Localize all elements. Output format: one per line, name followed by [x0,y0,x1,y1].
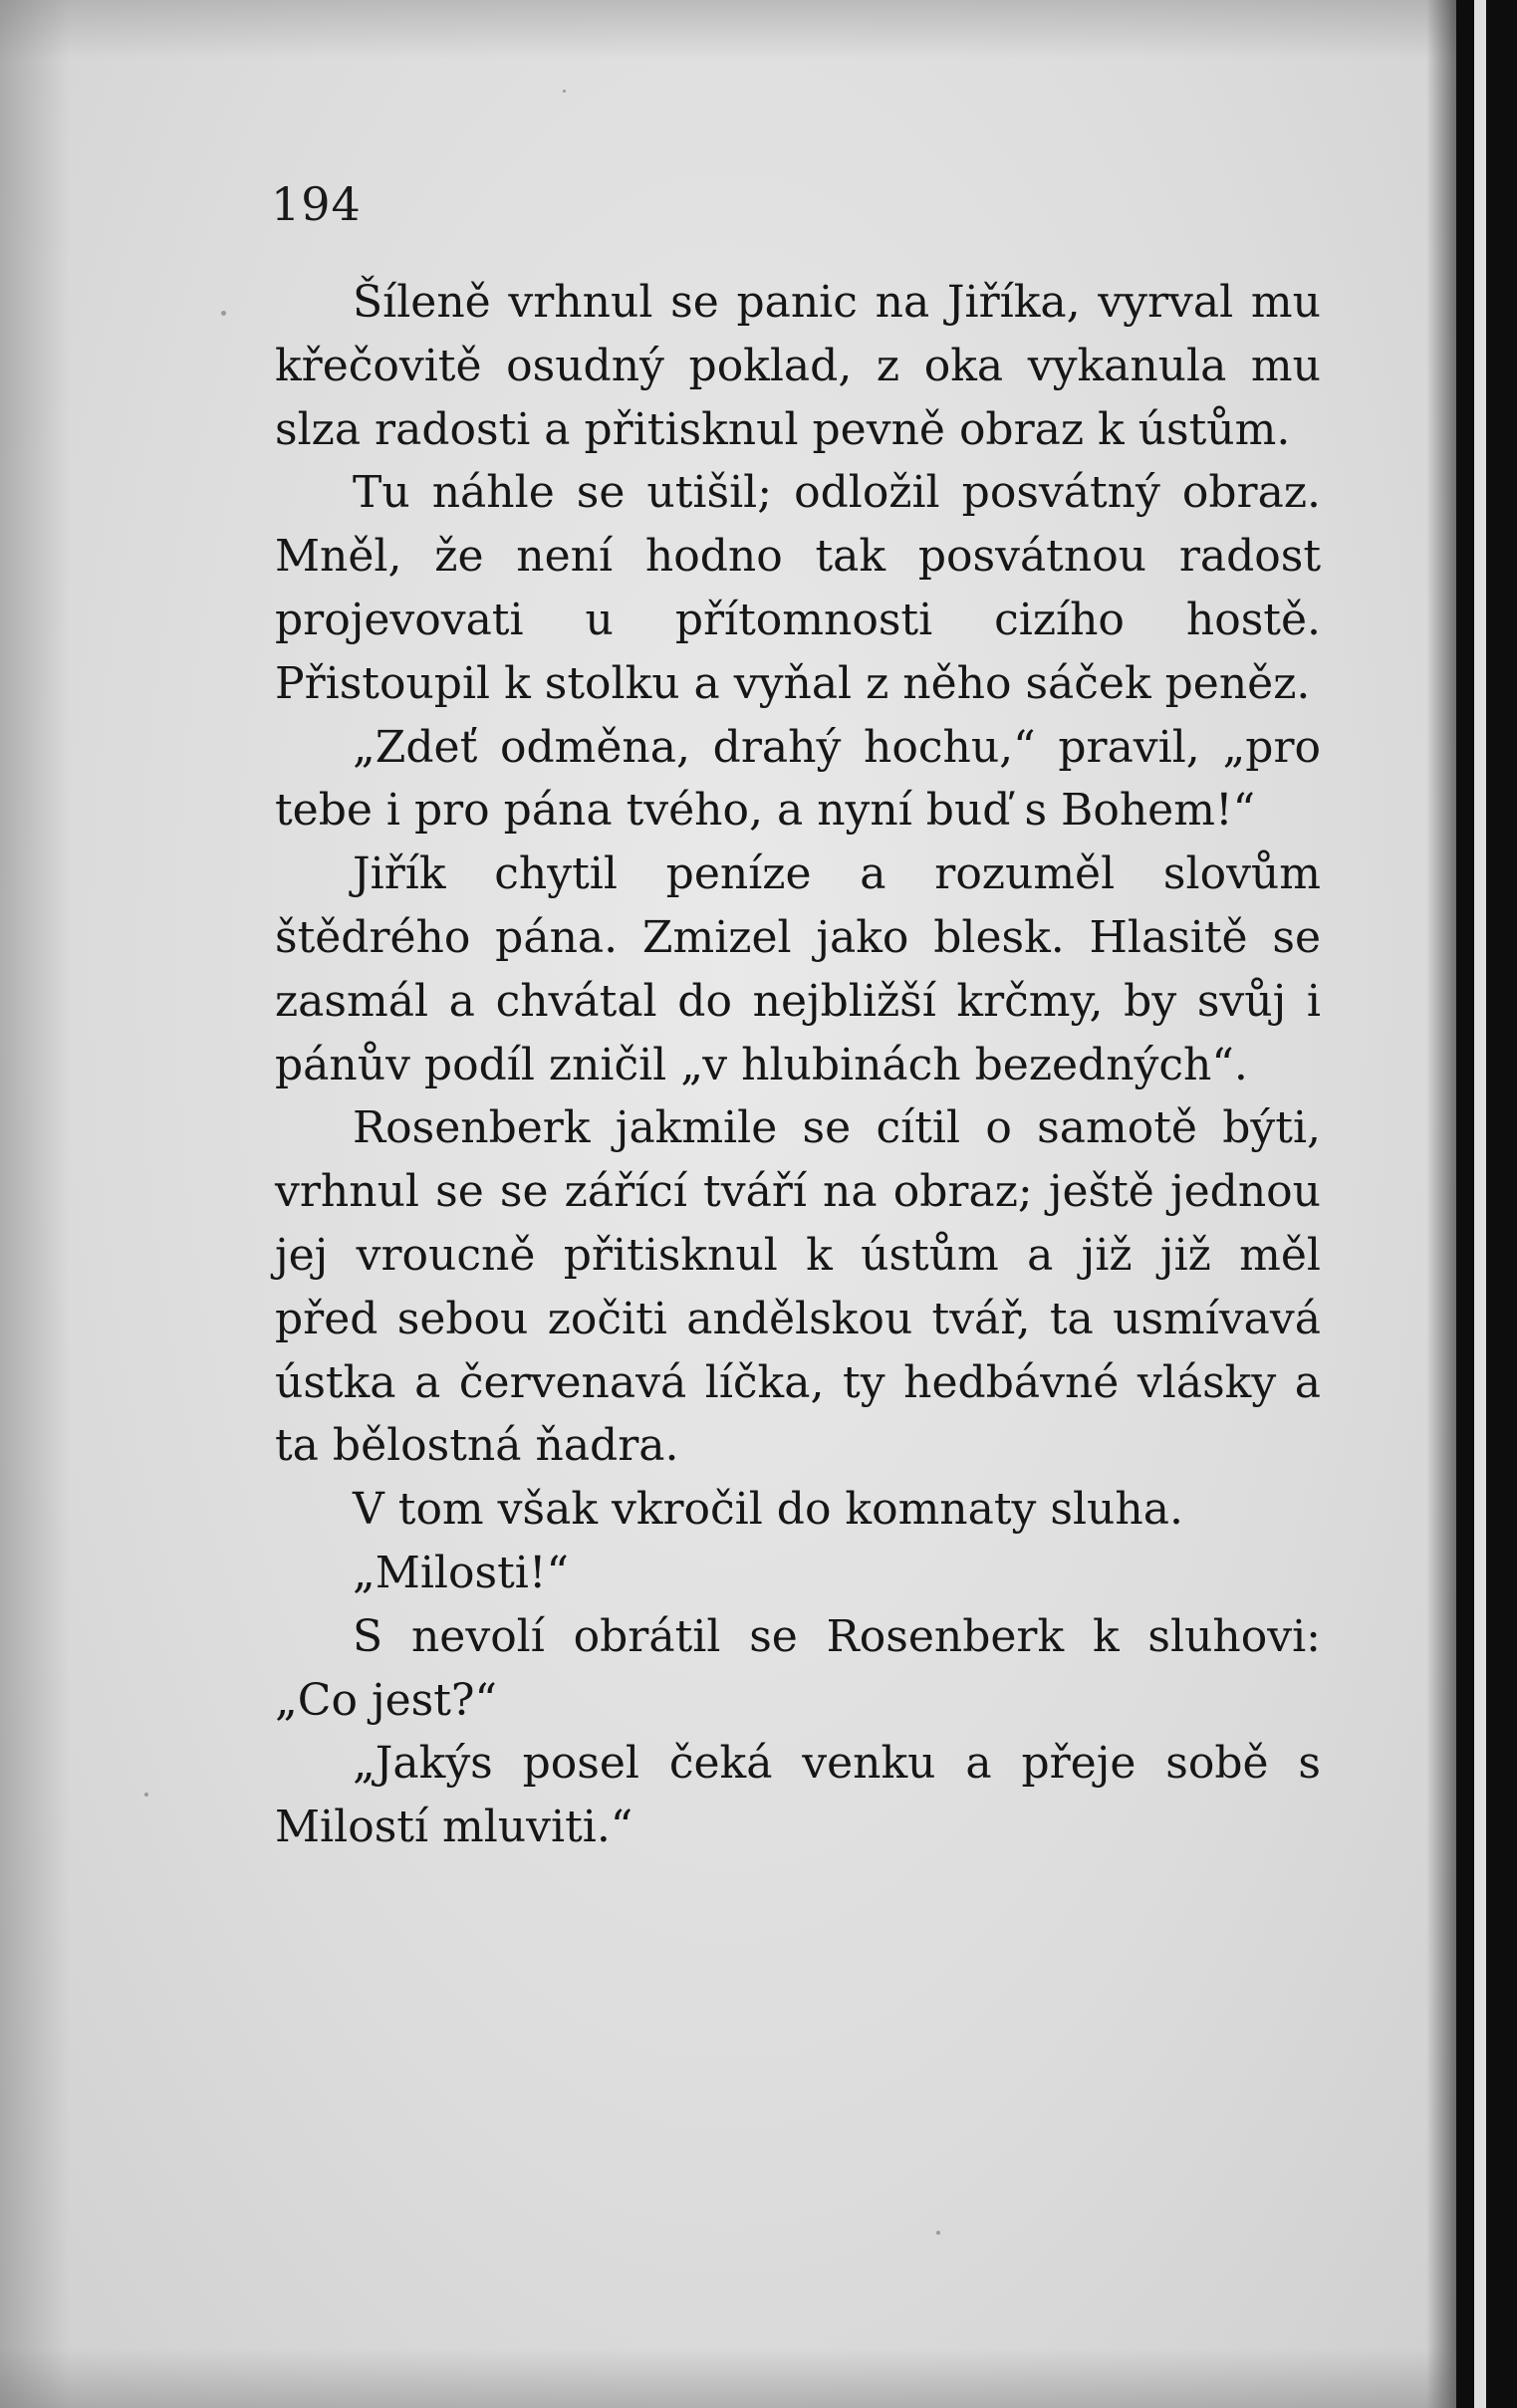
page-shadow-right [1426,0,1456,2408]
page-shadow-bottom [0,2348,1456,2408]
paragraph: S nevolí obrátil se Rosenberk k sluhovi: „Co jest?“ [275,1610,1321,1726]
paragraph: Jiřík chytil peníze a rozuměl slovům štědrého pána. Zmizel jako blesk. Hlasitě se zasmál a chvátal do nejbližší krčmy, by svůj i pánův podíl zničil „v hlubinách bezedných“. [275,848,1321,1090]
page-shadow-left [0,0,70,2408]
paper-speck [144,1793,148,1797]
paragraph: „Zdeť odměna, drahý hochu,“ pravil, „pro tebe i pro pána tvého, a nyní buď s Bohem!“ [275,721,1321,837]
paragraph: V tom však vkročil do komnaty sluha. [353,1484,1183,1536]
paragraph: Tu náhle se utišil; odložil posvátný obraz. Mněl, že není hodno tak posvátnou radost projevovati u přítomnosti cizího hostě. Přistoupil k stolku a vyňal z něho sáček peněz. [275,467,1321,709]
paragraph: Šíleně vrhnul se panic na Jiříka, vyrval mu křečovitě osudný poklad, z oka vykanula mu slza radosti a přitisknul pevně obraz k ústům. [275,277,1321,455]
next-page-edge [1474,0,1486,2408]
paragraph: „Jakýs posel čeká venku a přeje sobě s Milostí mluviti.“ [275,1738,1321,1853]
body-text [275,271,1321,1859]
paper-speck [936,2231,940,2235]
paper-speck [221,311,226,316]
page-shadow-top [0,0,1456,60]
paragraph: Rosenberk jakmile se cítil o samotě býti, vrhnul se se zářící tváří na obraz; ještě jednou jej vroucně přitisknul k ústům a již již měl před sebou zočiti andělskou tvář, ta usmívavá ústka a červenavá líčka, ty hedbávné vlásky a ta bělostná ňadra. [275,1102,1321,1472]
paper-speck [563,90,566,93]
page-number: 194 [271,177,362,231]
paragraph: „Milosti!“ [353,1547,569,1598]
